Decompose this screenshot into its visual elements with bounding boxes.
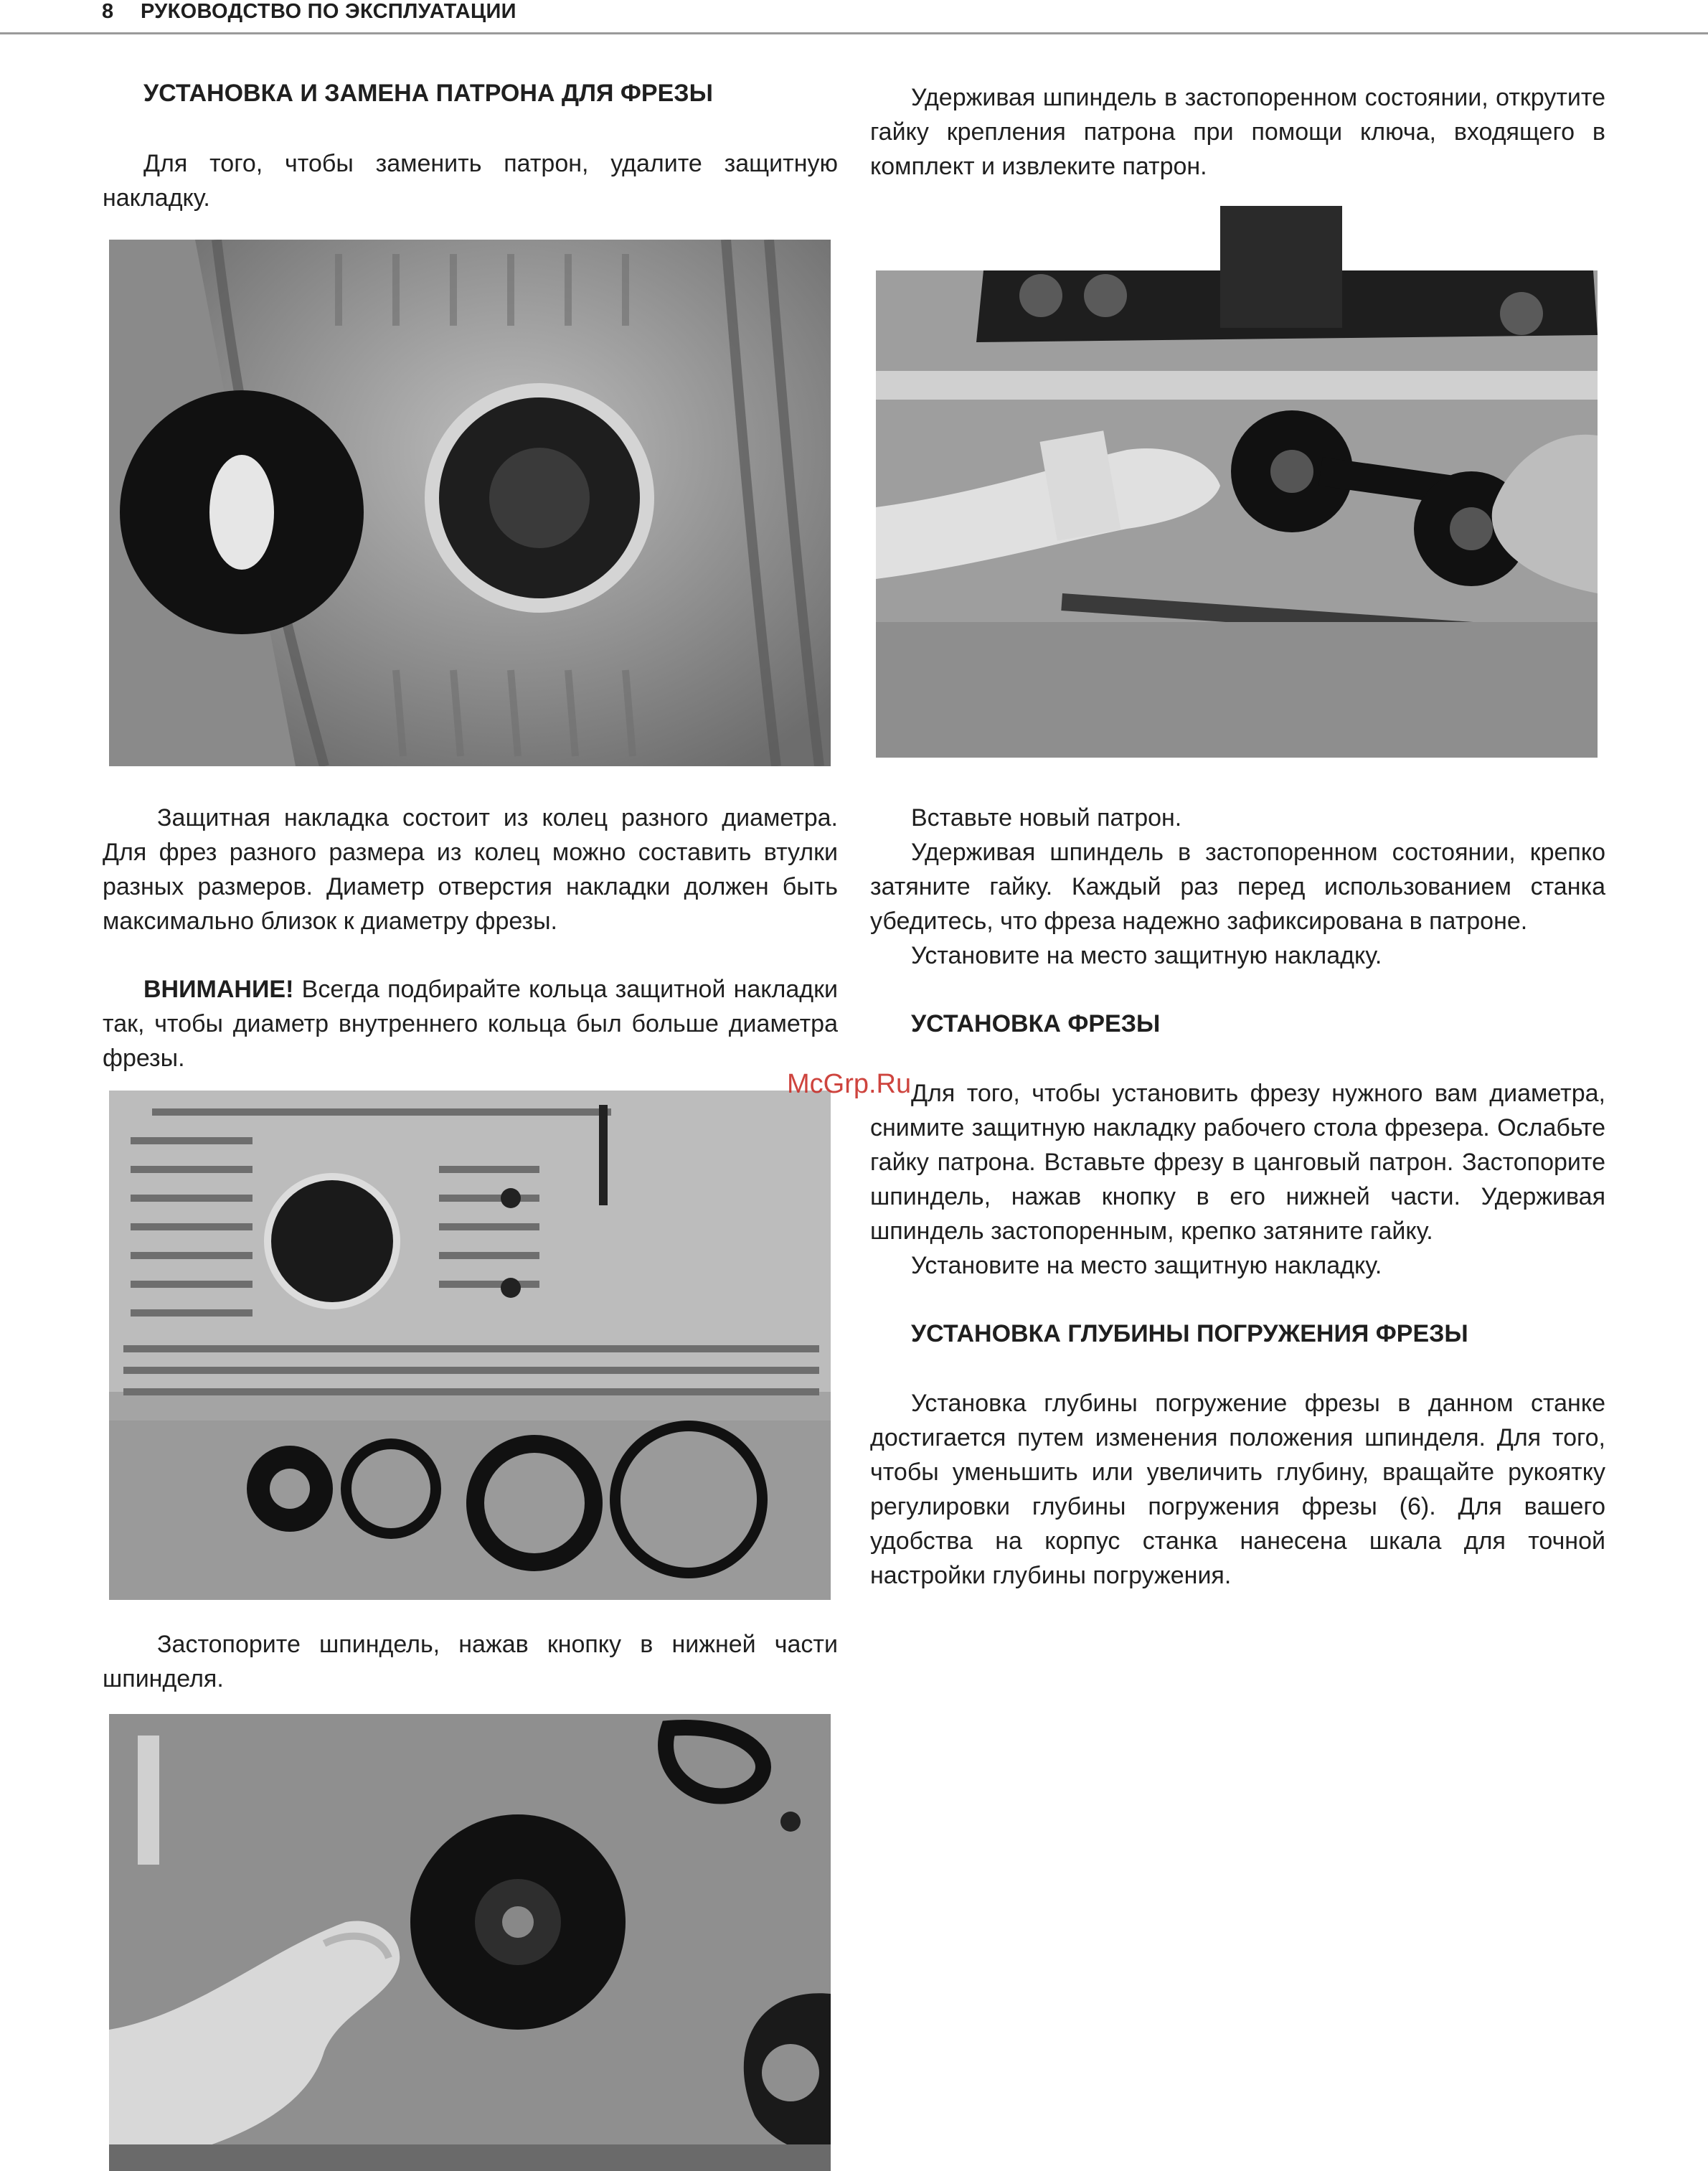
- paragraph-unscrew-nut: Удерживая шпиндель в застопоренном состоянии, открутите гайку крепления патрона при помощи ключа, входящего в комплект и извлеките патрон.: [870, 84, 1605, 180]
- header-divider: [0, 32, 1708, 34]
- paragraph-warning: [103, 972, 838, 1075]
- paragraph-insert-chuck: Вставьте новый патрон.: [911, 804, 1182, 832]
- page-header: [0, 0, 1708, 29]
- paragraph-tighten-nut: Удерживая шпиндель в застопоренном состоянии, крепко затяните гайку. Каждый раз перед использованием станка убедитесь, что фреза надежно зафиксирована в патроне.: [870, 839, 1605, 935]
- paragraph-replace-cover: Установите на место защитную накладку.: [911, 942, 1382, 969]
- running-title: РУКОВОДСТВО ПО ЭКСПЛУАТАЦИИ: [141, 0, 516, 23]
- section-heading-cutter-install: УСТАНОВКА ФРЕЗЫ: [911, 1010, 1161, 1037]
- watermark: McGrp.Ru: [787, 1069, 912, 1099]
- paragraph-cover-rings: Защитная накладка состоит из колец разного диаметра. Для фрез разного размера из колец можно составить втулки разных размеров. Диаметр отверстия накладки должен быть максимально близок к диаметру фрезы.: [103, 804, 838, 935]
- page-number: 8: [102, 0, 114, 23]
- section-heading-chuck-replacement: УСТАНОВКА И ЗАМЕНА ПАТРОНА ДЛЯ ФРЕЗЫ: [143, 80, 713, 107]
- photo-wrench-collet: [876, 206, 1598, 758]
- warning-label: ВНИМАНИЕ!: [143, 976, 294, 1003]
- paragraph-replace-cover-2: Установите на место защитную накладку.: [911, 1252, 1382, 1279]
- paragraph-lock-spindle: Застопорите шпиндель, нажав кнопку в нижней части шпинделя.: [103, 1631, 838, 1692]
- warning-text: Всегда подбирайте кольца защитной накладки так, чтобы диаметр внутреннего кольца был больше диаметра фрезы.: [103, 976, 838, 1072]
- photo-lock-spindle-hand: [109, 1714, 831, 2171]
- paragraph-remove-cover: Для того, чтобы заменить патрон, удалите защитную накладку.: [103, 150, 838, 212]
- section-heading-depth-setting: УСТАНОВКА ГЛУБИНЫ ПОГРУЖЕНИЯ ФРЕЗЫ: [911, 1320, 1468, 1347]
- photo-table-insert-removed: [109, 240, 831, 766]
- photo-insert-rings: [109, 1091, 831, 1600]
- paragraph-depth-setting: Установка глубины погружение фрезы в данном станке достигается путем изменения положения шпинделя. Для того, чтобы уменьшить или увеличить глубину, вращайте рукоятку регулировки глубины погружения фрезы (6). Для вашего удобства на корпус станка нанесена шкала для точной настройки глубины погружения.: [870, 1390, 1605, 1589]
- paragraph-install-cutter: Для того, чтобы установить фрезу нужного вам диаметра, снимите защитную накладку рабочего стола фрезера. Ослабьте гайку патрона. Вставьте фрезу в цанговый патрон. Застопорите шпиндель, нажав кнопку в его нижней части. Удерживая шпиндель застопоренным, крепко затяните гайку.: [870, 1080, 1605, 1245]
